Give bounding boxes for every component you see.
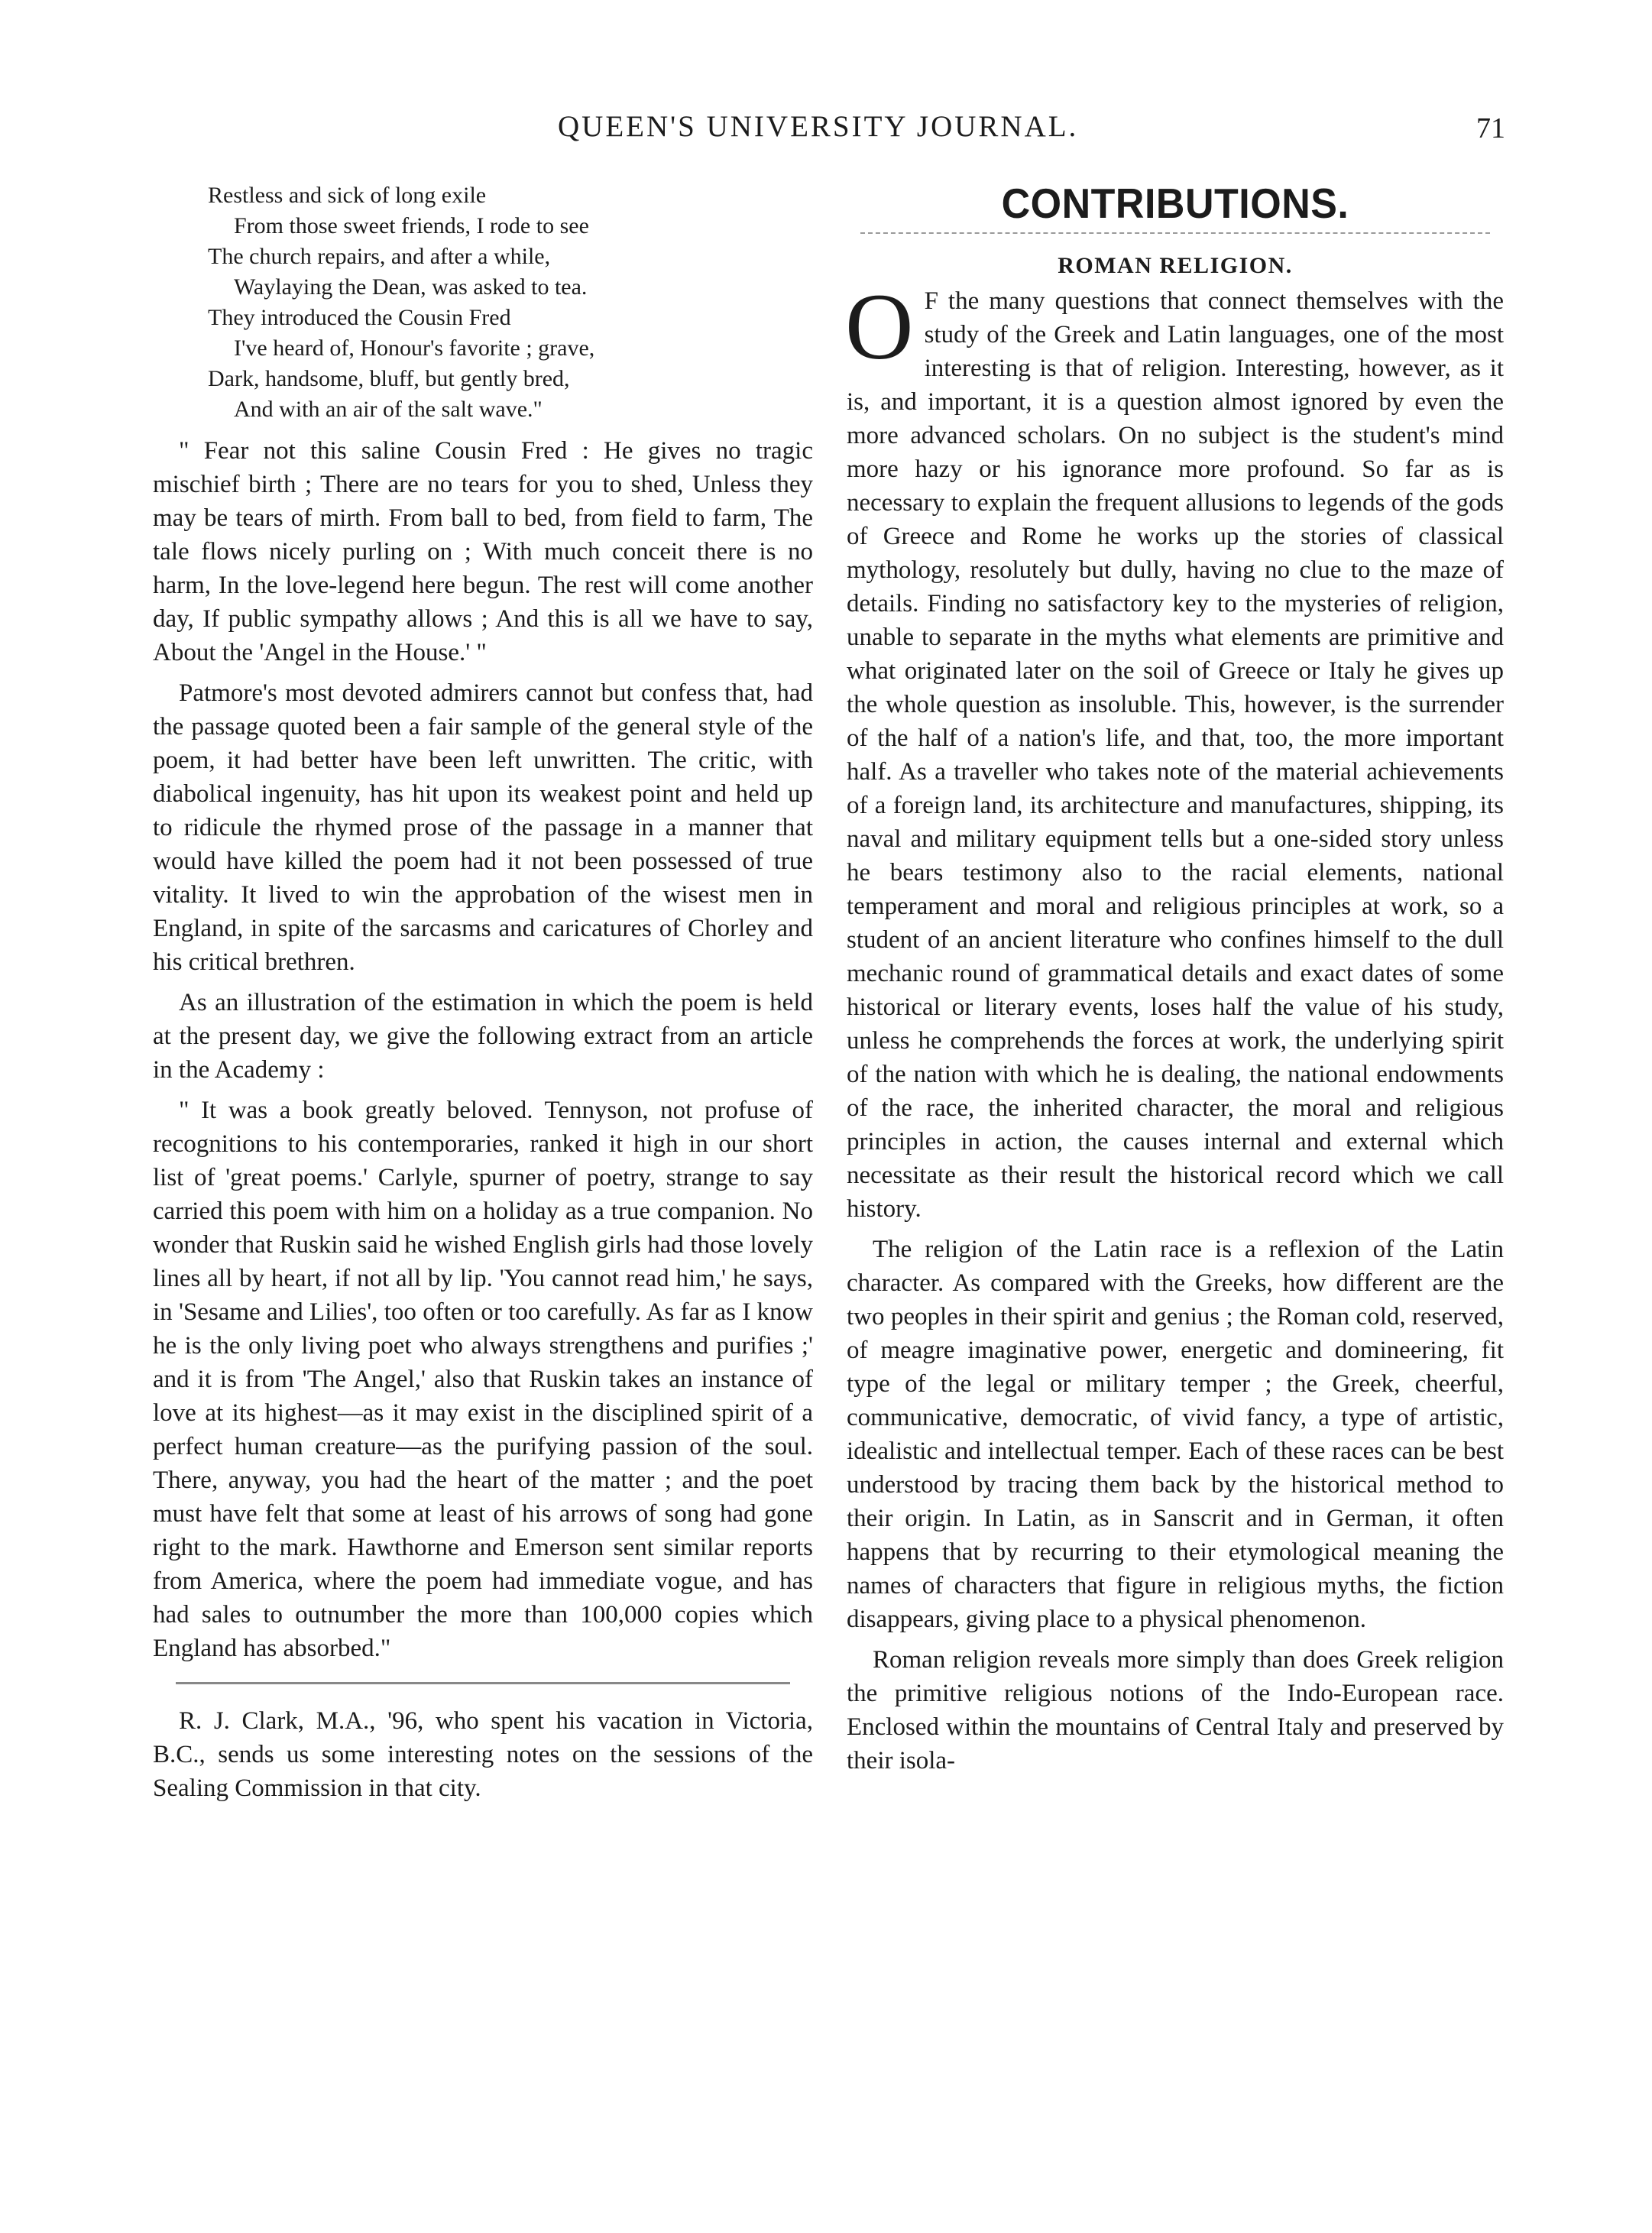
section-heading: CONTRIBUTIONS.	[1001, 180, 1349, 228]
article-paragraph-3: Roman religion reveals more simply than does Greek religion the primitive religious notions of the Indo-European race. Enclosed within the mountains of Central Italy and preserved by their isola-	[847, 1646, 1504, 1774]
paragraph-3: As an illustration of the estimation in which the poem is held at the present day, we give the following extract from an article in the Academy :	[153, 989, 813, 1084]
first-paragraph-text: F the many questions that connect themselves with the study of the Greek and Latin languages, one of the most interesting is that of religion. Interesting, however, as it is, and important, it is a question almost ignored by even the more advanced scholars. On no subject is the student's mind more hazy or his ignorance more profound. So far as is necessary to explain the frequent allusions to legends of the gods of Greece and Rome he works up the stories of classical mythology, resolutely but dully, having no clue to the maze of details. Finding no satisfactory key to the mysteries of religion, unable to separate in the myths what elements are primitive and what originated later on the soil of Greece or Italy he gives up the whole question as insoluble. This, however, is the surrender of the half of a nation's life, and that, too, the more important half. As a traveller who takes note of the material achievements of a foreign land, its architecture and manufactures, shipping, its naval and military equipment tells but a one-sided story unless he bears testimony also to the racial elements, national temperament and moral and religious principles at work, so a student of an ancient literature who confines himself to the dull mechanic round of grammatical details and exact dates of some historical or literary events, loses half the value of his study, unless he comprehends the forces at work, the underlying spirit of the nation with which he is dealing, the national endowments of the race, the inherited character, the moral and religious principles in action, the causes internal and external which necessitate as their result the historical record which we call history.	[847, 287, 1504, 1223]
paragraph-2: Patmore's most devoted admirers cannot but confess that, had the passage quoted been a fair sample of the general style of the poem, it had better have been left unwritten. The critic, with diabolical ingenuity, has hit upon its weakest point and held up to ridicule the rhymed prose of the passage in a manner that would have killed the poem had it not been possessed of true vitality. It lived to win the approbation of the wisest men in England, in spite of the sarcasms and caricatures of Chorley and his critical brethren.	[153, 679, 813, 976]
poem-line: And with an air of the salt wave."	[234, 397, 543, 422]
poem-line: The church repairs, and after a while,	[208, 244, 551, 269]
poem-line: I've heard of, Honour's favorite ; grave,	[234, 335, 595, 361]
news-note: R. J. Clark, M.A., '96, who spent his vacation in Victoria, B.C., sends us some interesting notes on the sessions of the Sealing Commission in that city.	[153, 1707, 813, 1802]
paragraph-1: " Fear not this saline Cousin Fred : He gives no tragic mischief birth ; There are no tears for you to shed, Unless they may be tears of mirth. From ball to bed, from field to farm, The tale flows nicely purling on ; With much conceit there is no harm, In the love-legend here begun. The rest will come another day, If public sympathy allows ; And this is all we have to say, About the 'Angel in the House.' "	[153, 437, 813, 666]
poem-line: Waylaying the Dean, was asked to tea.	[234, 274, 588, 300]
poem-line: From those sweet friends, I rode to see	[234, 213, 589, 238]
running-header: QUEEN'S UNIVERSITY JOURNAL.	[558, 110, 1079, 143]
poem-line: Dark, handsome, bluff, but gently bred,	[208, 366, 570, 391]
poem-line: Restless and sick of long exile	[208, 183, 487, 208]
poem-quote	[208, 180, 813, 425]
article-title: ROMAN RELIGION.	[1058, 253, 1293, 278]
drop-cap: O	[845, 274, 914, 379]
left-column	[153, 180, 813, 1812]
article-first-paragraph	[845, 274, 1504, 1226]
section-divider	[176, 1682, 790, 1684]
poem-line: They introduced the Cousin Fred	[208, 305, 511, 330]
right-column	[847, 180, 1504, 1784]
paragraph-4: " It was a book greatly beloved. Tennyson, not profuse of recognitions to his contemporaries, ranked it high in our short list of 'great poems.' Carlyle, spurner of poetry, strange to say carried this poem with him on a holiday as a true companion. No wonder that Ruskin said he wished English girls had those lovely lines all by heart, if not all by lip. 'You cannot read him,' he says, in 'Sesame and Lilies', too often or too carefully. As far as I know he is the only living poet who always strengthens and purifies ;' and it is from 'The Angel,' also that Ruskin takes an instance of love at its highest—as it may exist in the disciplined spirit of a perfect human creature—as the purifying passion of the soul. There, anyway, you had the heart of the matter ; and the poet must have felt that some at least of his arrows of song had gone right to the mark. Hawthorne and Emerson sent similar reports from America, where the poem had immediate vogue, and has had sales to outnumber the more than 100,000 copies which England has absorbed."	[153, 1097, 813, 1662]
article-paragraph-2: The religion of the Latin race is a reflexion of the Latin character. As compared with the Greeks, how different are the two peoples in their spirit and genius ; the Roman cold, reserved, of meagre imaginative power, energetic and domineering, fit type of the legal or military temper ; the Greek, cheerful, communicative, democratic, of vivid fancy, a type of artistic, idealistic and intellectual temper. Each of these races can be best understood by tracing them back by the historical method to their origin. In Latin, as in Sanscrit and in German, it often happens that by recurring to their etymological meaning the names of characters that figure in religious myths, the fiction disappears, giving place to a physical phenomenon.	[847, 1236, 1504, 1633]
heading-rule	[860, 232, 1490, 234]
page-number: 71	[1476, 112, 1505, 144]
